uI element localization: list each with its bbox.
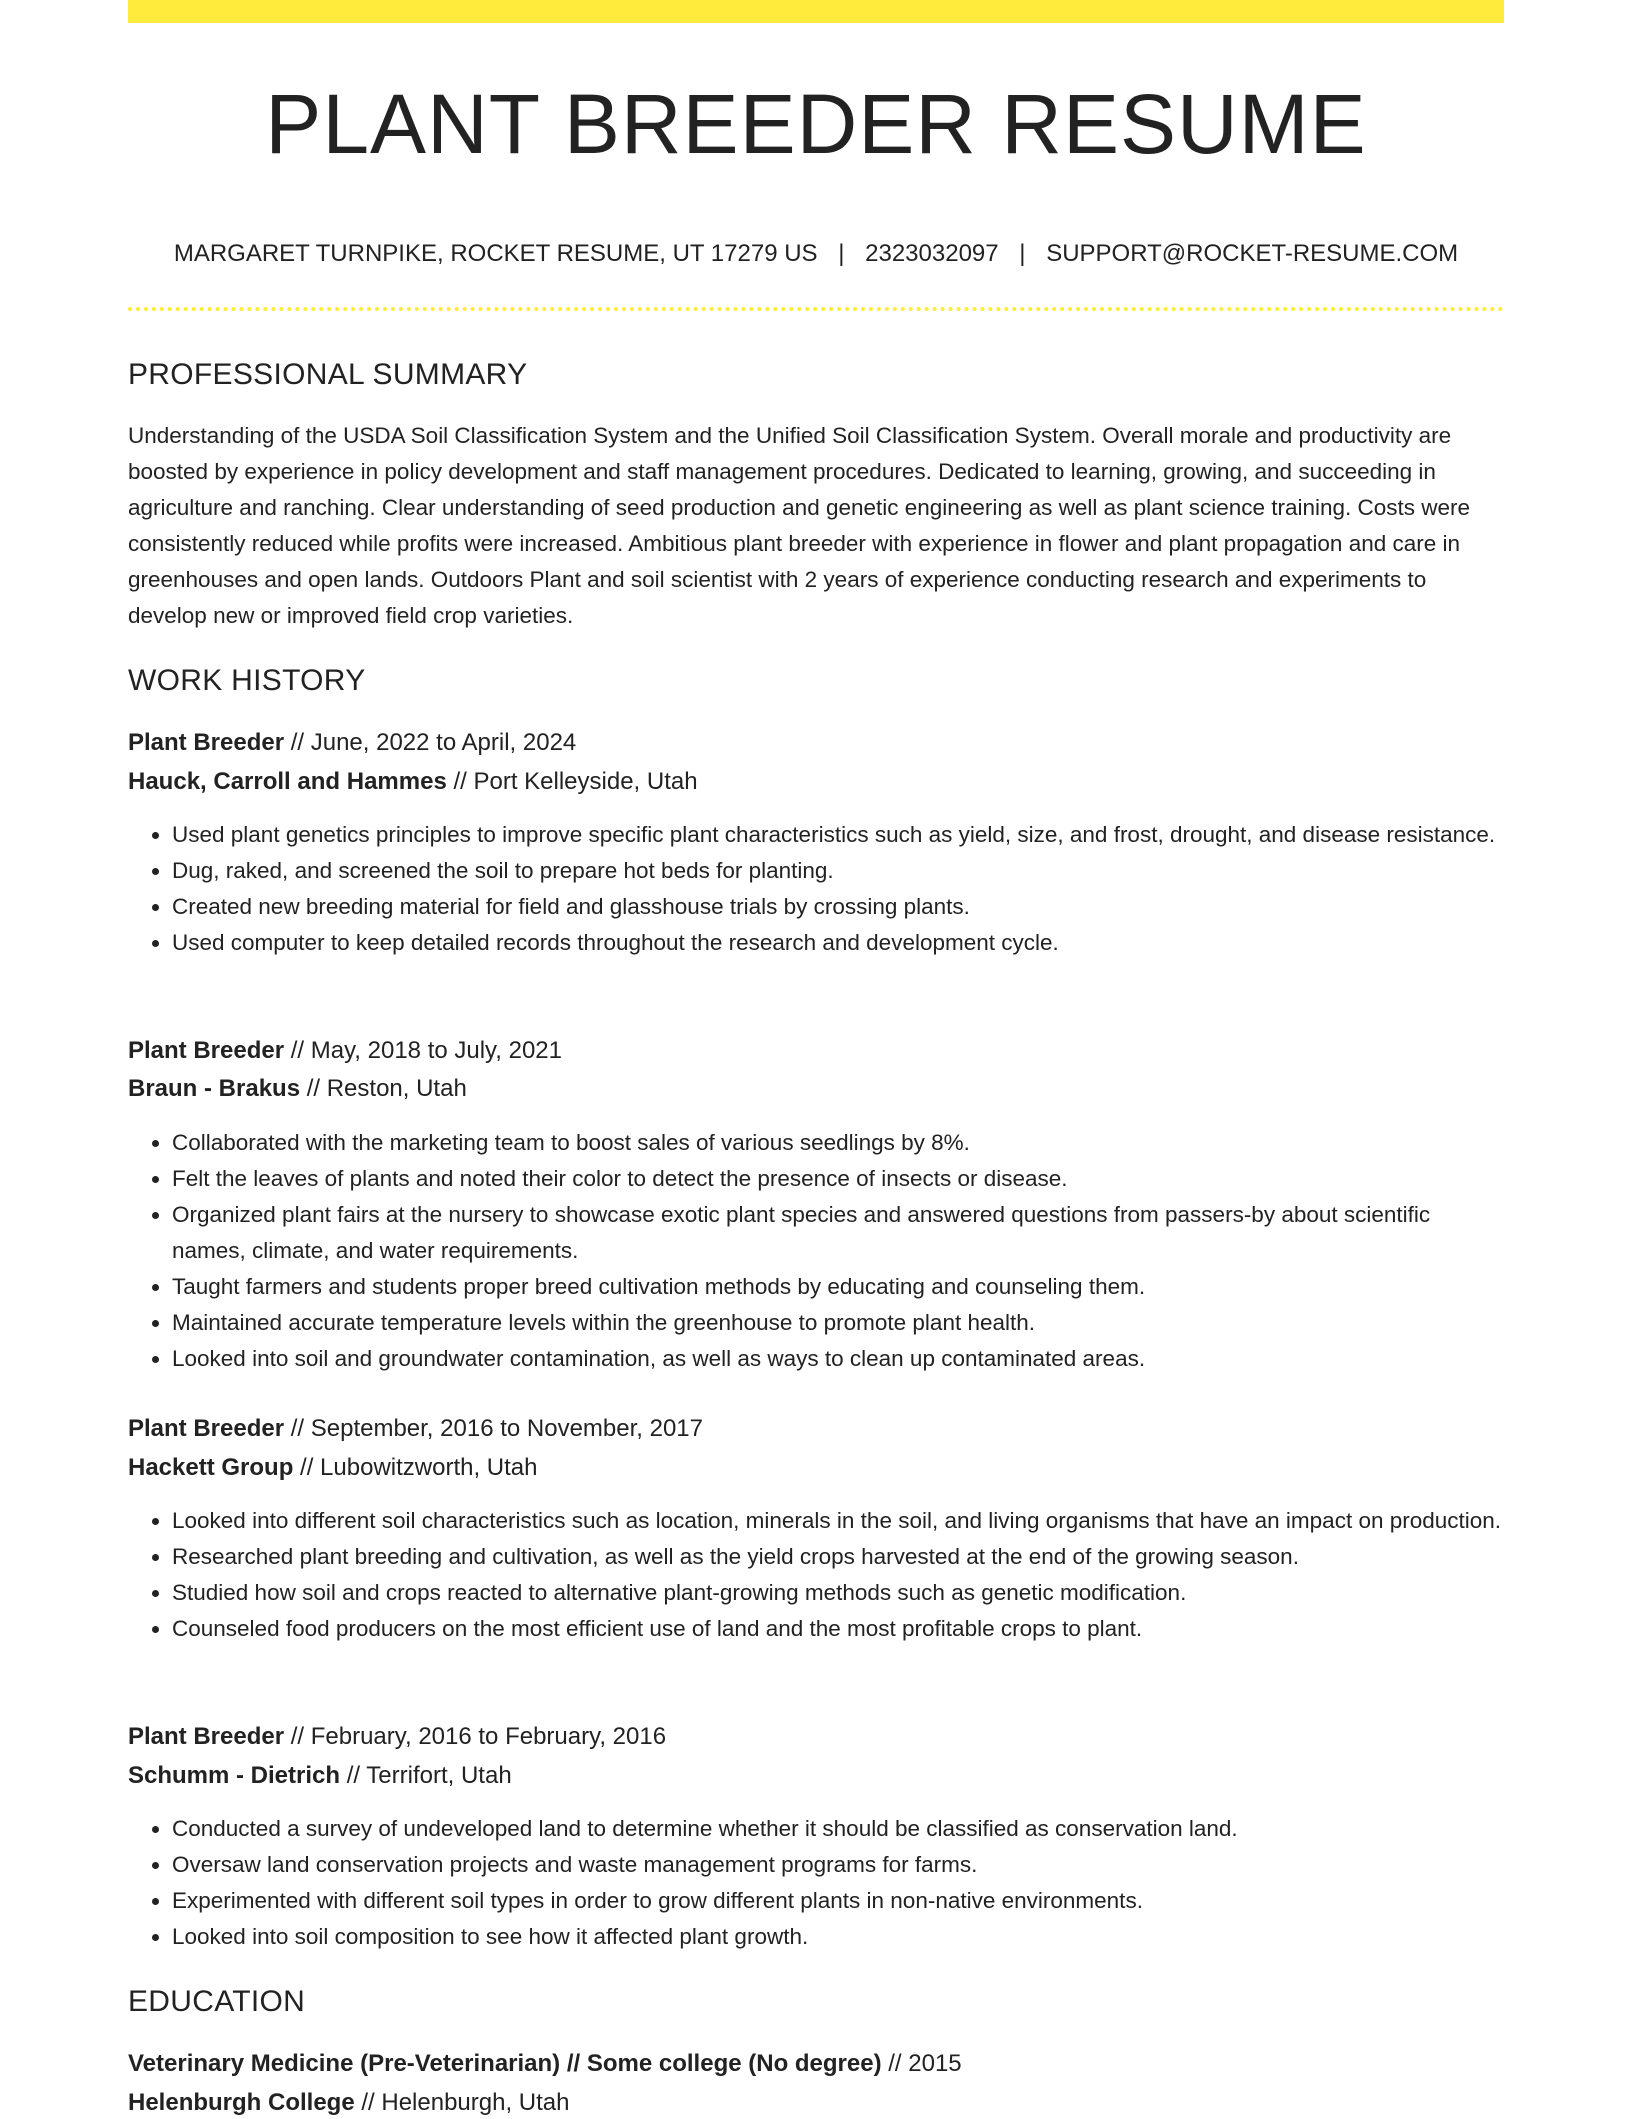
list-item: • Organized plant fairs at the nursery to showcase exotic plant species and answered questions from passers-by about scientific names, climate, and water requirements. bbox=[172, 1197, 1504, 1269]
list-item: • Looked into soil composition to see how it affected plant growth. bbox=[172, 1919, 1504, 1955]
separator: // bbox=[881, 2050, 909, 2077]
list-item: • Counseled food producers on the most efficient use of land and the most profitable crops to plant. bbox=[172, 1611, 1504, 1647]
separator: // bbox=[284, 1415, 311, 1442]
job-bullets bbox=[128, 1125, 1504, 1377]
job-title: Plant Breeder bbox=[128, 1723, 285, 1750]
job-title: Plant Breeder bbox=[128, 1037, 285, 1064]
list-item: • Researched plant breeding and cultivation, as well as the yield crops harvested at the end of the growing season. bbox=[172, 1539, 1504, 1575]
job-title-line bbox=[128, 1413, 703, 1445]
separator: // bbox=[284, 729, 311, 756]
list-item: • Dug, raked, and screened the soil to prepare hot beds for planting. bbox=[172, 853, 1504, 889]
separator: // bbox=[300, 1075, 327, 1102]
contact-address: MARGARET TURNPIKE, ROCKET RESUME, UT 17279 US bbox=[173, 240, 818, 267]
list-item: • Looked into soil and groundwater contamination, as well as ways to clean up contaminated areas. bbox=[172, 1341, 1504, 1377]
work-history-heading: WORK HISTORY bbox=[128, 664, 366, 697]
separator: // bbox=[354, 2089, 382, 2116]
education-year: 2015 bbox=[908, 2050, 962, 2077]
list-item: • Looked into different soil characteristics such as location, minerals in the soil, and living organisms that have an impact on production. bbox=[172, 1503, 1504, 1539]
list-item: • Created new breeding material for field and glasshouse trials by crossing plants. bbox=[172, 889, 1504, 925]
list-item: • Conducted a survey of undeveloped land to determine whether it should be classified as conservation land. bbox=[172, 1811, 1504, 1847]
contact-separator: | bbox=[838, 240, 845, 267]
list-item: • Maintained accurate temperature levels within the greenhouse to promote plant health. bbox=[172, 1305, 1504, 1341]
education-school-line bbox=[128, 2087, 569, 2119]
education-school: Helenburgh College bbox=[128, 2089, 355, 2116]
list-item: • Taught farmers and students proper breed cultivation methods by educating and counseling them. bbox=[172, 1269, 1504, 1305]
job-company: Hauck, Carroll and Hammes bbox=[128, 768, 447, 795]
contact-line bbox=[128, 238, 1504, 270]
job-bullets bbox=[128, 817, 1504, 961]
job-title: Plant Breeder bbox=[128, 1415, 285, 1442]
job-company: Schumm - Dietrich bbox=[128, 1762, 341, 1789]
separator: // bbox=[446, 768, 474, 795]
summary-heading: PROFESSIONAL SUMMARY bbox=[128, 358, 528, 391]
job-location: Terrifort, Utah bbox=[366, 1762, 512, 1789]
contact-separator: | bbox=[1019, 240, 1026, 267]
dotted-divider bbox=[128, 307, 1504, 311]
contact-phone: 2323032097 bbox=[865, 240, 999, 267]
job-dates: June, 2022 to April, 2024 bbox=[310, 729, 577, 756]
top-accent-bar bbox=[128, 0, 1504, 23]
list-item: • Used plant genetics principles to improve specific plant characteristics such as yield, size, and frost, drought, and disease resistance. bbox=[172, 817, 1504, 853]
job-title-line bbox=[128, 1721, 666, 1753]
list-item: • Felt the leaves of plants and noted their color to detect the presence of insects or disease. bbox=[172, 1161, 1504, 1197]
separator: // bbox=[284, 1037, 311, 1064]
separator: // bbox=[284, 1723, 311, 1750]
job-bullets bbox=[128, 1811, 1504, 1955]
education-location: Helenburgh, Utah bbox=[381, 2089, 570, 2116]
job-location: Port Kelleyside, Utah bbox=[473, 768, 698, 795]
separator: // bbox=[293, 1454, 321, 1481]
job-title-line bbox=[128, 727, 576, 759]
job-title-line bbox=[128, 1035, 562, 1067]
job-dates: February, 2016 to February, 2016 bbox=[310, 1723, 667, 1750]
list-item: • Oversaw land conservation projects and waste management programs for farms. bbox=[172, 1847, 1504, 1883]
education-degree: Veterinary Medicine (Pre-Veterinarian) // Some college (No degree) bbox=[128, 2050, 882, 2077]
job-dates: May, 2018 to July, 2021 bbox=[310, 1037, 562, 1064]
job-company-line bbox=[128, 1073, 467, 1105]
summary-text: Understanding of the USDA Soil Classification System and the Unified Soil Classification System. Overall morale and productivity are boosted by experience in policy development and staff management procedures. Dedicated to learning, growing, and succeeding in agriculture and ranching. Clear understanding of seed production and genetic engineering as well as plant science training. Costs were consistently reduced while profits were increased. Ambitious plant breeder with experience in flower and plant propagation and care in greenhouses and open lands. Outdoors Plant and soil scientist with 2 years of experience conducting research and experiments to develop new or improved field crop varieties. bbox=[128, 423, 1471, 628]
job-location: Reston, Utah bbox=[326, 1075, 467, 1102]
list-item: • Collaborated with the marketing team to boost sales of various seedlings by 8%. bbox=[172, 1125, 1504, 1161]
separator: // bbox=[340, 1762, 367, 1789]
job-company: Braun - Brakus bbox=[128, 1075, 301, 1102]
job-company-line bbox=[128, 766, 698, 798]
job-company-line bbox=[128, 1760, 512, 1792]
job-bullets bbox=[128, 1503, 1504, 1647]
job-company: Hackett Group bbox=[128, 1454, 294, 1481]
education-degree-line bbox=[128, 2048, 962, 2080]
contact-email: SUPPORT@ROCKET-RESUME.COM bbox=[1046, 240, 1459, 267]
list-item: • Studied how soil and crops reacted to alternative plant-growing methods such as genetic modification. bbox=[172, 1575, 1504, 1611]
page-title: PLANT BREEDER RESUME bbox=[265, 77, 1367, 171]
job-location: Lubowitzworth, Utah bbox=[320, 1454, 538, 1481]
job-title: Plant Breeder bbox=[128, 729, 285, 756]
education-heading: EDUCATION bbox=[128, 1985, 306, 2018]
job-company-line bbox=[128, 1452, 538, 1484]
job-dates: September, 2016 to November, 2017 bbox=[310, 1415, 703, 1442]
list-item: • Used computer to keep detailed records throughout the research and development cycle. bbox=[172, 925, 1504, 961]
list-item: • Experimented with different soil types in order to grow different plants in non-native environments. bbox=[172, 1883, 1504, 1919]
